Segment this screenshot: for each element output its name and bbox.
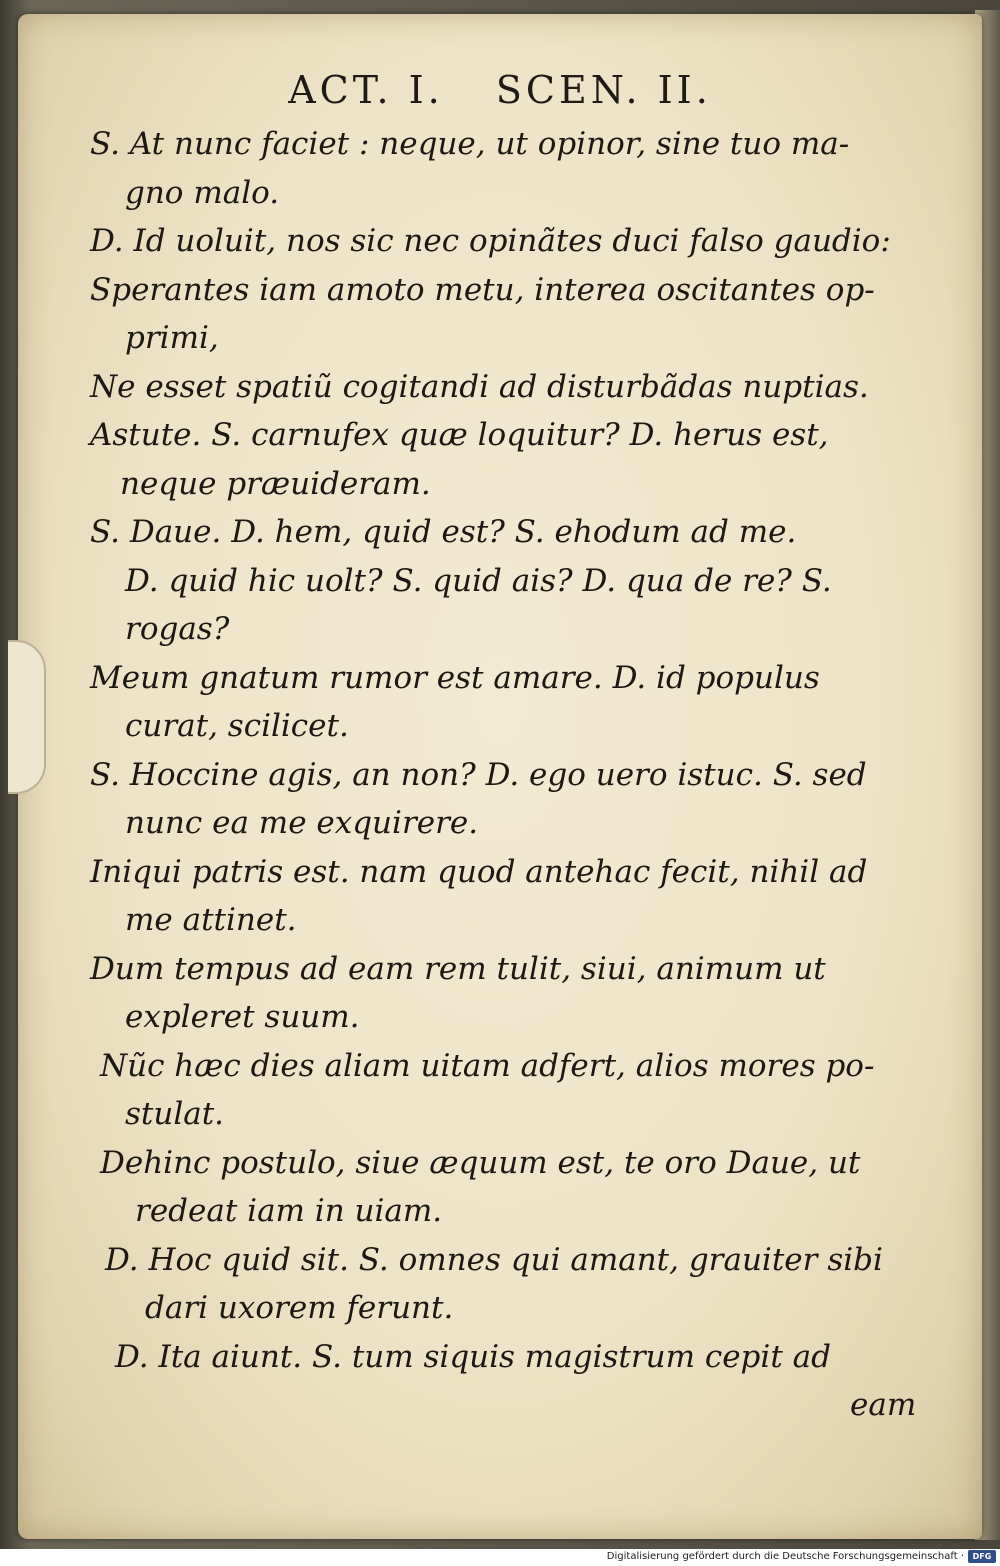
text-line: D. Id uoluit, nos sic nec opinãtes duci falso gaudio: — [90, 223, 891, 259]
scene-label: SCEN. II. — [495, 68, 712, 112]
text-line: gno malo. — [125, 174, 280, 211]
text-line: Ne esset spatiũ cogitandi ad disturbãdas nuptias. — [90, 368, 869, 405]
text-line: Nũc hæc dies aliam uitam adfert, alios mores po- — [100, 1047, 875, 1084]
text-line: stulat. — [125, 1096, 225, 1132]
dfg-logo: DFG — [968, 1550, 996, 1563]
text-line: eam — [850, 1387, 917, 1423]
text-line: S. At nunc faciet : neque, ut opinor, sine tuo ma- — [90, 126, 850, 162]
text-line: Astute. S. carnufex quæ loquitur? D. herus est, — [90, 417, 829, 453]
act-label: ACT. I. — [288, 68, 444, 112]
text-line: Iniqui patris est. nam quod antehac fecit, nihil ad — [90, 853, 868, 890]
footer-credit: Digitalisierung gefördert durch die Deutsche Forschungsgemeinschaft · — [606, 1551, 964, 1562]
text-line: rogas? — [125, 611, 230, 647]
text-line: me attinet. — [125, 902, 297, 938]
text-line: dari uxorem ferunt. — [145, 1290, 454, 1326]
text-line: Dehinc postulo, siue æquum est, te oro Daue, ut — [100, 1144, 861, 1181]
text-line: nunc ea me exquirere. — [125, 805, 479, 841]
text-line: S. Daue. D. hem, quid est? S. ehodum ad me. — [90, 514, 797, 550]
text-line: primi, — [125, 320, 219, 356]
page-tab-mark — [8, 640, 46, 794]
text-line: D. quid hic uolt? S. quid ais? D. qua de re? S. — [125, 562, 832, 599]
text-line: Meum gnatum rumor est amare. D. id populus — [90, 659, 820, 696]
text-line: neque præuideram. — [120, 465, 431, 502]
text-line: curat, scilicet. — [125, 708, 349, 744]
text-line: S. Hoccine agis, an non? D. ego uero istuc. S. sed — [90, 756, 867, 793]
text-line: Sperantes iam amoto metu, interea oscitantes op- — [90, 271, 875, 308]
page-header — [0, 68, 1000, 112]
text-line: expleret suum. — [125, 999, 360, 1035]
text-line: redeat iam in uiam. — [135, 1193, 443, 1229]
text-line: Dum tempus ad eam rem tulit, siui, animum ut — [90, 950, 826, 987]
text-line: D. Ita aiunt. S. tum siquis magistrum cepit ad — [115, 1338, 831, 1375]
text-block — [90, 120, 920, 1430]
text-line: D. Hoc quid sit. S. omnes qui amant, grauiter sibi — [105, 1241, 883, 1278]
